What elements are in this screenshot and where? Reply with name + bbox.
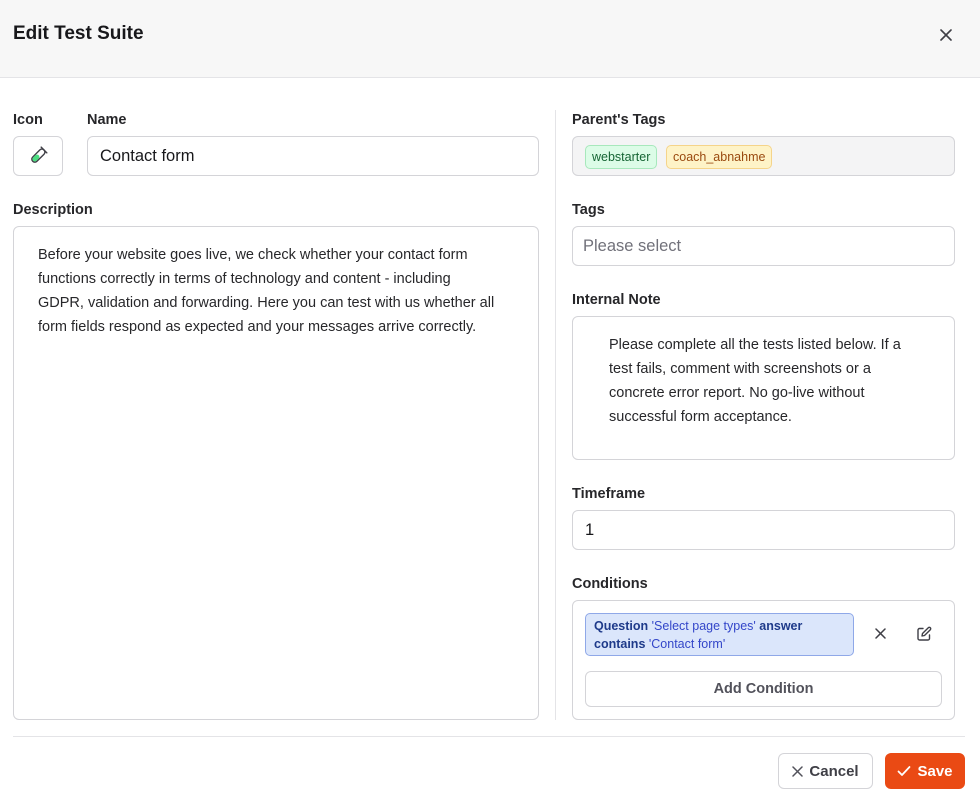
cancel-label: Cancel	[809, 762, 859, 780]
name-label: Name	[87, 112, 127, 128]
conditions-label: Conditions	[572, 576, 648, 592]
timeframe-label: Timeframe	[572, 486, 646, 502]
close-icon	[875, 628, 886, 639]
parent-tag-webstarter: webstarter	[585, 145, 657, 169]
internal-note-editor[interactable]	[572, 316, 955, 460]
description-editor[interactable]	[13, 226, 539, 720]
icon-label: Icon	[13, 112, 43, 128]
close-icon	[792, 766, 803, 777]
save-label: Save	[917, 762, 953, 780]
parent-tag-coach-abnahme: coach_abnahme	[666, 145, 772, 169]
edit-icon	[916, 626, 932, 642]
tags-placeholder: Please select	[583, 237, 682, 255]
description-text: Before your website goes live, we check whether your contact form functions correctly in terms of technology and content - including GDPR, validation and forwarding. Here you can test with us whether all form fields respond as expected and your messages arrive correctly.	[38, 247, 495, 335]
timeframe-value: 1	[585, 521, 595, 539]
description-label: Description	[13, 202, 93, 218]
footer-divider	[13, 736, 965, 737]
name-input[interactable]	[87, 136, 539, 176]
icon-picker-button[interactable]	[13, 136, 63, 176]
parent-tags-label: Parent's Tags	[572, 112, 666, 128]
check-icon	[897, 765, 911, 777]
tags-label: Tags	[572, 202, 605, 218]
save-button[interactable]	[885, 753, 965, 789]
test-tube-icon	[28, 146, 48, 166]
internal-note-label: Internal Note	[572, 292, 661, 308]
add-condition-button[interactable]: Add Condition	[585, 671, 942, 707]
column-divider	[555, 110, 556, 720]
tags-select[interactable]	[572, 226, 955, 266]
conditions-panel	[572, 600, 955, 720]
internal-note-text: Please complete all the tests listed below. If a test fails, comment with screenshots or a concrete error report. No go-live without successful form acceptance.	[609, 337, 901, 425]
condition-prefix: Question	[594, 619, 652, 633]
condition-middle: answer contains	[594, 619, 803, 651]
condition-question: 'Select page types'	[651, 619, 756, 633]
dialog-title: Edit Test Suite	[13, 23, 144, 44]
close-button[interactable]	[936, 25, 956, 45]
edit-condition-button[interactable]	[913, 623, 935, 645]
cancel-button[interactable]	[778, 753, 873, 789]
condition-chip	[585, 613, 854, 656]
parent-tags-field	[572, 136, 955, 176]
name-value: Contact form	[100, 147, 195, 165]
timeframe-input[interactable]	[572, 510, 955, 550]
dialog-header	[0, 0, 980, 78]
remove-condition-button[interactable]	[870, 623, 890, 643]
close-icon	[940, 29, 952, 41]
condition-answer: 'Contact form'	[648, 637, 726, 651]
